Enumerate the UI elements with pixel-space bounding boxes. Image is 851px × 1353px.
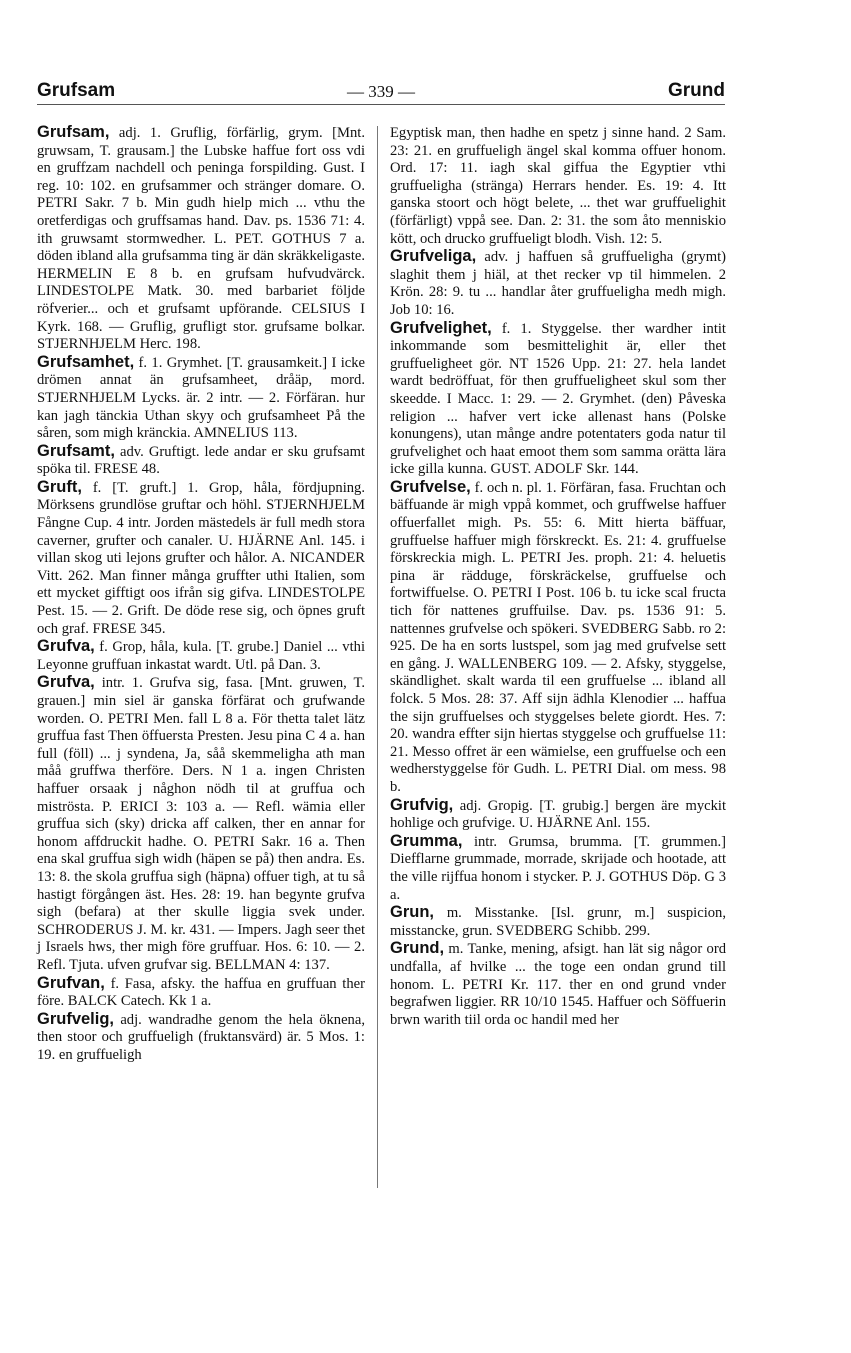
entry-text: f. och n. pl. 1. Förfäran, fasa. Fruchtan och bäffuande är migh vppå kommet, och gruffwelse haffuer offuerfallet migh. Ps. 55: 6. Mitt hierta bäffuar, gruffuelse haffuer migh förskreckt. Es. 21: 4. gruffuelse förskreckia migh. L. PETRI Jes. proph. 21: 4. heluetis pina är rädduge, förskräckelse, gruffuelse och fortwiffuelse. O. PETRI I Post. 106 b. tu icke scal fructa tich för nattenes gruffuilse. Dav. ps. 1536 91: 5. nattennes grufvelse och spökeri. SVEDBERG Sabb. ro 2: 925. De ha en sorts lustspel, som jag med grufvelse sett en gång. J. WALLENBERG 109. — 2. Afsky, styggelse, skändlighet. skalt warda til een gruffuelse ... ibland all folck. 5 Mos. 28: 37. Aff sijn ädhla Klenodier ... haffua the sijn gruffuelses och styggelses belete giordt. Hes. 7: 20. wandra effter sijn hiertas styggelse och gruffuelse 11: 21. Messo offret är een wämielse, een gruffuelse och een wedherstyggelse för Gudh. L. PETRI Dial. om mess. 98 b. (390, 479, 727, 795)
page-number: — 339 — (347, 82, 415, 101)
entry (37, 354, 365, 443)
headword: Grufsamt, (37, 441, 115, 460)
entry (37, 443, 365, 479)
entry (37, 975, 365, 1011)
headword: Grufsam, (37, 123, 110, 141)
entry (390, 904, 726, 940)
header-left-guideword: Grufsam (37, 80, 116, 101)
headword: Grufveliga, (390, 247, 477, 266)
entry (37, 638, 365, 674)
running-head (37, 80, 725, 104)
entry-text: intr. Grumsa, brumma. [T. grummen.] Diefflarne grummade, morrade, skrijade och hootade, att the ville rijffua honom i stycker. P. J. GOTHUS Döp. G 3 a. (390, 833, 726, 903)
entry-text: f. 1. Styggelse. ther wardher intit inkommande som besmittelighit är, eller thet gruffueligheet gör. NT 1526 Upp. 21: 27. hela landet wardt bedröffuat, för then gruffueligheet skul som ther skeedde. I Macc. 1: 29. — 2. Grymhet. (den) Påveska religion ... hafver vert icke allenast hans (Polske konungens), utan månge andre potentaters goda natur til grufvelighet och haat emoot them som samma orätta lära icke gilla kunna. GUST. ADOLF Skr. 144. (390, 320, 726, 478)
entry-text: f. Grop, håla, kula. [T. grube.] Daniel ... vthi Leyonne gruffuan inkastat wardt. Utl. på Dan. 3. (37, 639, 365, 673)
headword: Grufvelse, (390, 477, 471, 496)
headword: Grufvig, (390, 795, 454, 814)
headword: Grumma, (390, 831, 463, 850)
entry-text: adj. Gropig. [T. grubig.] bergen äre myckit hohlige och grufvige. U. HJÄRNE Anl. 155. (390, 797, 726, 832)
headword: Gruft, (37, 477, 82, 496)
entry-text: adj. 1. Gruflig, förfärlig, grym. [Mnt. gruwsam, T. grausam.] the Lubske haffue fort oss vdi en gruffzam nachdell och peninga forspilding. Gust. I reg. 10: 102. en grufsammer och stränger domare. O. PETRI Sakr. 7 b. Min gudh hielp mich ... vthu the oretferdigas och gruffsamas hand. Dav. ps. 1536 71: 4. ith gruwsamt stormwedher. L. PET. GOTHUS 7 a. döden ibland alla grufsamma ting är dän skräkkeligaste. HERMELIN E 8 b. en grufsam hufvudvärck. LINDESTOLPE Matk. 30. med barbariet följde röfverier... och et grufsamt upförande. CELSIUS I Kyrk. 168. — Gruflig, grufligt stor. grufsame bolkar. STJERNHJELM Herc. 198. (37, 125, 365, 353)
entry (37, 674, 365, 974)
entry (37, 124, 365, 354)
right-column (390, 124, 726, 1029)
entry (390, 797, 726, 833)
headword: Grufva, (37, 673, 95, 692)
entry-text: f. [T. gruft.] 1. Grop, håla, fördjupning. Mörksens grundlöse gruftar och höhl. STJERNHJELM Fångne Cup. 4 intr. Jorden mästedels är full medh stora caverner, grufter och canaler. U. HJÄRNE Anl. 145. i villan skog uti lejons grufter och hålor. A. NICANDER Vitt. 262. Man finner många gruffter uthi Italien, som ett mycket gifftigt oos ifrån sig gifva. LINDESTOLPE Pest. 15. — 2. Grift. De döde rese sig, och öpnes gruft och graf. FRESE 345. (37, 479, 365, 637)
entry (390, 479, 726, 797)
entry (390, 940, 726, 1029)
entry (37, 1011, 365, 1065)
entry-text: adv. j haffuen så gruffueligha (grymt) slaghit them j hiäl, at thet recker vp til himmelen. 2 Krön. 28: 9. tu ... handlar åter gruffueligha medh migh. Job 10: 16. (390, 249, 726, 318)
entry-text: m. Tanke, mening, afsigt. han lät sig någor ord undfalla, af hvilke ... the toge een ondan grund till honom. L. PETRI Kr. 117. ther en ond grund vnder begrafwen liggier. RR 10/10 1545. Haffuer och Söffuerin brwn warith tiil orda oc handil med her (390, 941, 726, 1028)
headword: Grufvelighet, (390, 318, 492, 337)
headword: Grufvelig, (37, 1009, 115, 1028)
entry (390, 320, 726, 479)
left-column (37, 124, 365, 1064)
column-divider (377, 126, 378, 1188)
entry-text: intr. 1. Grufva sig, fasa. [Mnt. gruwen, T. grauen.] min siel är ganska förfärat och grufwande worden. O. PETRI Men. fall L 8 a. För thetta talet lätz gruffua fast Then öffuersta Presten. Jesu pina C 4 a. han full (föll) ... j syndena, Ja, såå skemmeligha ath man måå gruffwa therföre. Ders. N 1 a. ingen Christen haffuer orsaak j någhon nödh til at gruffua och miströsta. P. ERICI 3: 103 a. — Refl. wämia eller gruffua sich (sky) dricka aff calken, ther en annar for honom affdruckit hadhe. O. PETRI Sakr. 16 a. Then ena skal gruffua sigh widh (häpen se på) then andra. Es. 13: 8. the skola gruffua sigh (häpna) offuer tigh, at tu så hastigt förgången äst. Hes. 28: 19. han begynte grufva sigh (befara) at ther skulle liggia svek under. SCHRODERUS J. M. kr. 431. — Impers. Jagh seer thet j Israels hws, ther migh före gruffuar. Hos. 6: 10. — 2. Refl. Tjuta. ufven grufvar sig. BELLMAN 4: 137. (37, 675, 365, 973)
entry-text: adj. wandradhe genom the hela öknena, then stoor och gruffueligh (fruktansvärd) är. 5 Mos. 1: 19. en gruffueligh (37, 1011, 365, 1063)
entry-text: f. Fasa, afsky. the haffua en gruffuan ther före. BALCK Catech. Kk 1 a. (37, 975, 365, 1010)
entry (37, 479, 365, 638)
headword: Grund, (390, 939, 445, 958)
entry-continuation (390, 124, 726, 248)
entry-text: f. 1. Grymhet. [T. grausamkeit.] I icke drömen annat än grufsamheet, dråäp, mord. STJERNHJELM Lycks. är. 2 intr. — 2. Förfäran. hur kan jagh tänckia Uthan skyy och grufsamheet På the såren, som migh kränckia. AMNELIUS 113. (37, 354, 365, 442)
entry-text: m. Misstanke. [Isl. grunr, m.] suspicion, misstancke, grun. SVEDBERG Schibb. 299. (390, 905, 726, 939)
headword: Grufsamhet, (37, 352, 135, 371)
headword: Grun, (390, 903, 434, 922)
entry-text: adv. Gruftigt. lede andar er sku grufsamt spöka til. FRESE 48. (37, 443, 365, 478)
headword: Grufvan, (37, 973, 105, 992)
headword: Grufva, (37, 637, 95, 656)
entry (390, 833, 726, 904)
header-rule (37, 104, 725, 105)
header-right-guideword: Grund (668, 80, 725, 101)
entry (390, 248, 726, 319)
entry-text: Egyptisk man, then hadhe en spetz j sinne hand. 2 Sam. 23: 21. en gruffueligh ängel skal komma offuer honom. Ord. 17: 11. iagh skal giffua the Egyptier vthi gruffueligha (stränga) Herrars hender. Es. 19: 4. Itt ganska stoort och högt belete, ... thet war gruffuelighit (förfärligt) vppå see. Dan. 2: 31. the som åto menniskio kött, och drucko gruffueligt blodh. Vish. 12: 5. (390, 125, 726, 247)
